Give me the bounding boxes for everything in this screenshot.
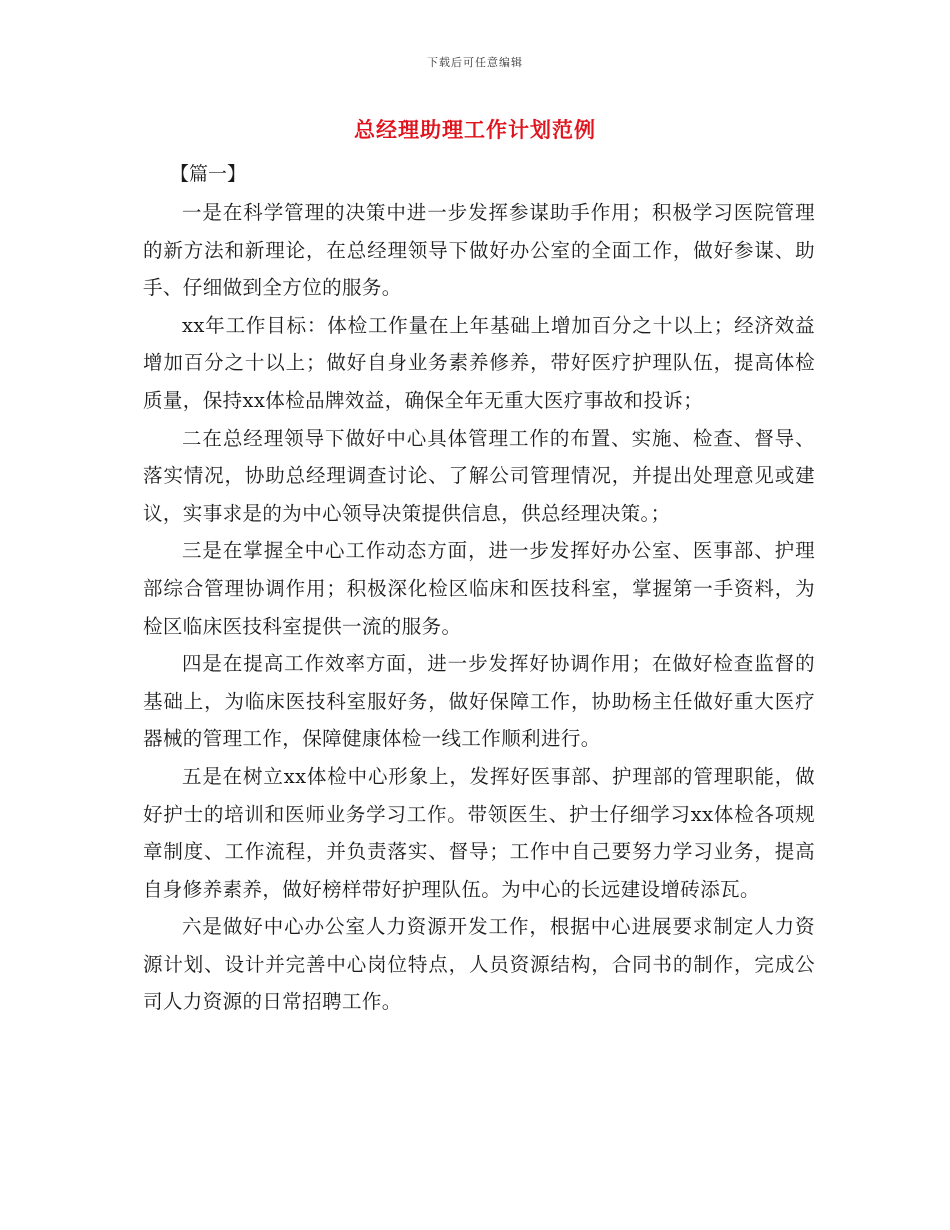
document-body [143, 194, 815, 1021]
paragraph-4: 三是在掌握全中心工作动态方面，进一步发挥好办公室、医事部、护理部综合管理协调作用；积极深化检区临床和医技科室，掌握第一手资料，为检区临床医技科室提供一流的服务。 [143, 539, 815, 638]
paragraph-2: xx年工作目标：体检工作量在上年基础上增加百分之十以上；经济效益增加百分之十以上；做好自身业务素养修养，带好医疗护理队伍，提高体检质量，保持xx体检品牌效益，确保全年无重大医疗事故和投诉； [143, 313, 815, 412]
paragraph-5: 四是在提高工作效率方面，进一步发挥好协调作用；在做好检查监督的基础上，为临床医技科室服好务，做好保障工作，协助杨主任做好重大医疗器械的管理工作，保障健康体检一线工作顺利进行。 [143, 652, 815, 751]
section-label: 【篇一】 [170, 163, 247, 185]
paragraph-6: 五是在树立xx体检中心形象上，发挥好医事部、护理部的管理职能，做好护士的培训和医师业务学习工作。带领医生、护士仔细学习xx体检各项规章制度、工作流程，并负责落实、督导；工作中自己要努力学习业务，提高自身修养素养，做好榜样带好护理队伍。为中心的长远建设增砖添瓦。 [143, 764, 815, 901]
paragraph-1: 一是在科学管理的决策中进一步发挥参谋助手作用；积极学习医院管理的新方法和新理论，在总经理领导下做好办公室的全面工作，做好参谋、助手、仔细做到全方位的服务。 [143, 201, 815, 300]
paragraph-7: 六是做好中心办公室人力资源开发工作，根据中心进展要求制定人力资源计划、设计并完善中心岗位特点，人员资源结构，合同书的制作，完成公司人力资源的日常招聘工作。 [143, 915, 815, 1014]
paragraph-3: 二在总经理领导下做好中心具体管理工作的布置、实施、检查、督导、落实情况，协助总经理调查讨论、了解公司管理情况，并提出处理意见或建议，实事求是的为中心领导决策提供信息，供总经理决策。； [143, 426, 815, 525]
header-note: 下载后可任意编辑 [427, 56, 523, 69]
document-title: 总经理助理工作计划范例 [354, 117, 596, 142]
